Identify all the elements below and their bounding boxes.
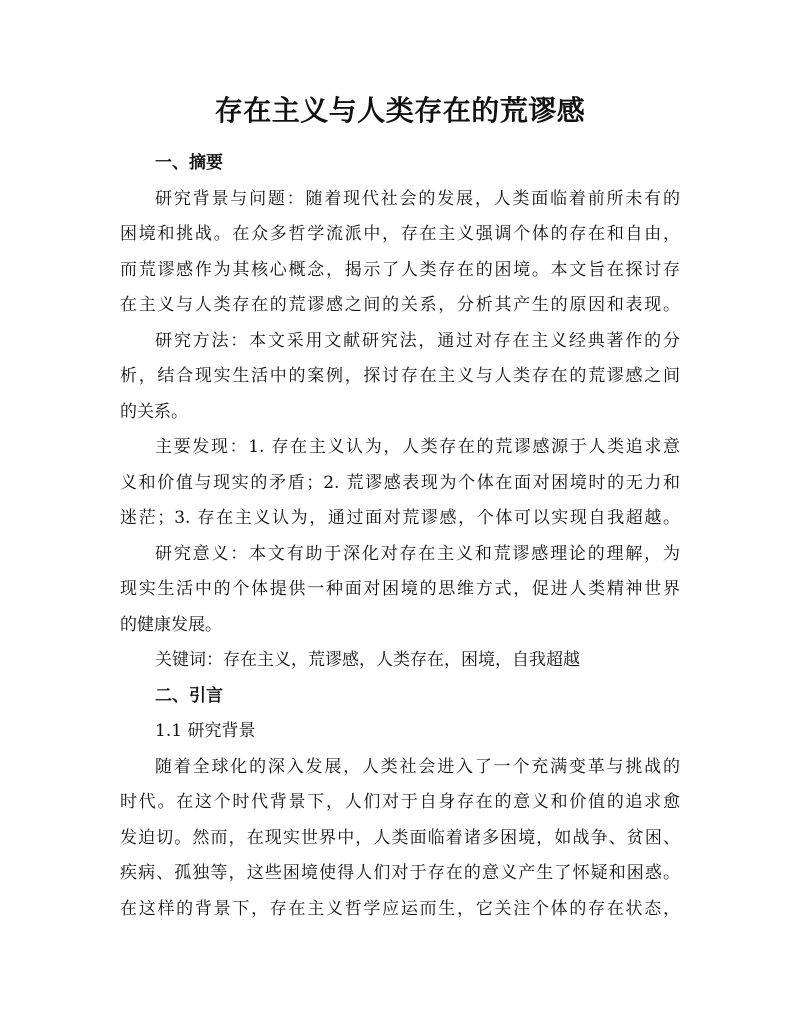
text-line: 在主义与人类存在的荒谬感之间的关系，分析其产生的原因和表现。 [120, 295, 680, 315]
abstract-findings-paragraph [120, 430, 680, 537]
text-line: 现实生活中的个体提供一种面对困境的思维方式，促进人类精神世界 [120, 579, 680, 599]
abstract-heading: 一、摘要 [155, 153, 223, 173]
text-line: 研究意义：本文有助于深化对存在主义和荒谬感理论的理解，为 [155, 543, 680, 564]
abstract-significance-paragraph [120, 537, 680, 644]
text-line: 而荒谬感作为其核心概念，揭示了人类存在的困境。本文旨在探讨存 [120, 259, 680, 280]
introduction-background-paragraph [120, 750, 680, 928]
abstract-method-paragraph [120, 324, 680, 431]
text-line: 析，结合现实生活中的案例，探讨存在主义与人类存在的荒谬感之间 [120, 366, 680, 386]
research-background-subheading: 1.1 研究背景 [155, 721, 256, 741]
text-line: 主要发现：1. 存在主义认为，人类存在的荒谬感源于人类追求意 [155, 437, 680, 457]
text-line: 疾病、孤独等，这些困境使得人们对于存在的意义产生了怀疑和困惑。 [120, 863, 680, 883]
text-line: 关键词：存在主义，荒谬感，人类存在，困境，自我超越 [155, 650, 580, 670]
text-line: 的关系。 [120, 401, 188, 422]
text-line: 发迫切。然而，在现实世界中，人类面临着诸多困境，如战争、贫困、 [120, 827, 680, 848]
document-title: 存在主义与人类存在的荒谬感 [214, 94, 586, 127]
text-line: 随着全球化的深入发展，人类社会进入了一个充满变革与挑战的 [155, 756, 680, 777]
document-body [120, 88, 680, 927]
text-line: 研究背景与问题：随着现代社会的发展，人类面临着前所未有的 [155, 188, 680, 209]
abstract-background-paragraph [120, 182, 680, 324]
text-line: 困境和挑战。在众多哲学流派中，存在主义强调个体的存在和自由， [120, 224, 680, 244]
introduction-heading: 二、引言 [155, 685, 223, 706]
text-line: 在这样的背景下，存在主义哲学应运而生，它关注个体的存在状态， [120, 898, 680, 919]
keywords-line [120, 643, 680, 679]
text-line: 研究方法：本文采用文献研究法，通过对存在主义经典著作的分 [155, 330, 680, 351]
text-line: 迷茫；3. 存在主义认为，通过面对荒谬感，个体可以实现自我超越。 [120, 508, 680, 528]
text-line: 时代。在这个时代背景下，人们对于自身存在的意义和价值的追求愈 [120, 792, 680, 812]
text-line: 义和价值与现实的矛盾；2. 荒谬感表现为个体在面对困境时的无力和 [120, 472, 680, 493]
text-line: 的健康发展。 [120, 614, 222, 635]
